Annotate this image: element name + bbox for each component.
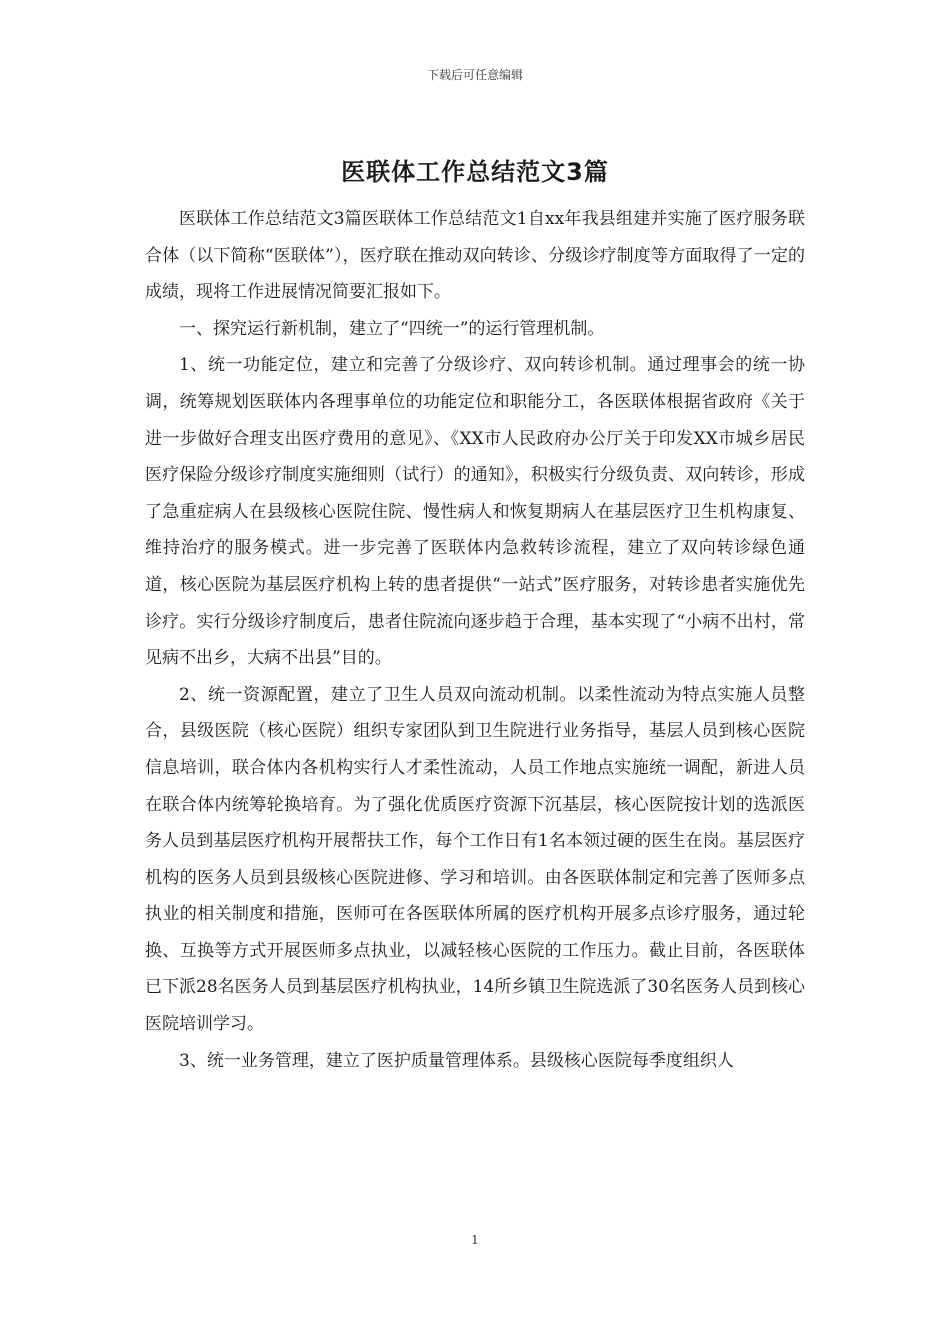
- paragraph-item-2: 2、统一资源配置，建立了卫生人员双向流动机制。以柔性流动为特点实施人员整合，县级医院（核心医院）组织专家团队到卫生院进行业务指导，基层人员到核心医院信息培训，联合体内各机构实行人才柔性流动，人员工作地点实施统一调配，新进人员在联合体内统筹轮换培育。为了强化优质医疗资源下沉基层，核心医院按计划的选派医务人员到基层医疗机构开展帮扶工作，每个工作日有1名本领过硬的医生在岗。基层医疗机构的医务人员到县级核心医院进修、学习和培训。由各医联体制定和完善了医师多点执业的相关制度和措施，医师可在各医联体所属的医疗机构开展多点诊疗服务，通过轮换、互换等方式开展医师多点执业，以减轻核心医院的工作压力。截止目前，各医联体已下派28名医务人员到基层医疗机构执业，14所乡镇卫生院选派了30名医务人员到核心医院培训学习。: [145, 684, 805, 1035]
- page-number: 1: [471, 1233, 479, 1247]
- document-title: 医联体工作总结范文3篇: [341, 158, 609, 186]
- paragraph-section-heading: 一、探究运行新机制，建立了“四统一”的运行管理机制。: [179, 318, 605, 339]
- paragraph-item-1: 1、统一功能定位，建立和完善了分级诊疗、双向转诊机制。通过理事会的统一协调，统筹规划医联体内各理事单位的功能定位和职能分工，各医联体根据省政府《关于进一步做好合理支出医疗费用的意见》、《XX市人民政府办公厅关于印发XX市城乡居民医疗保险分级诊疗制度实施细则（试行）的通知》，积极实行分级负责、双向转诊，形成了急重症病人在县级核心医院住院、慢性病人和恢复期病人在基层医疗卫生机构康复、维持治疗的服务模式。进一步完善了医联体内急救转诊流程，建立了双向转诊绿色通道，核心医院为基层医疗机构上转的患者提供“一站式”医疗服务，对转诊患者实施优先诊疗。实行分级诊疗制度后，患者住院流向逐步趋于合理，基本实现了“小病不出村，常见病不出乡，大病不出县”目的。: [145, 355, 805, 669]
- header-note: 下载后可任意编辑: [426, 68, 523, 82]
- paragraph-intro: 医联体工作总结范文3篇医联体工作总结范文1自xx年我县组建并实施了医疗服务联合体（以下简称“医联体”），医疗联在推动双向转诊、分级诊疗制度等方面取得了一定的成绩，现将工作进展情况简要汇报如下。: [145, 209, 805, 303]
- document-body: [145, 201, 805, 1079]
- paragraph-item-3: 3、统一业务管理，建立了医护质量管理体系。县级核心医院每季度组织人: [179, 1050, 734, 1071]
